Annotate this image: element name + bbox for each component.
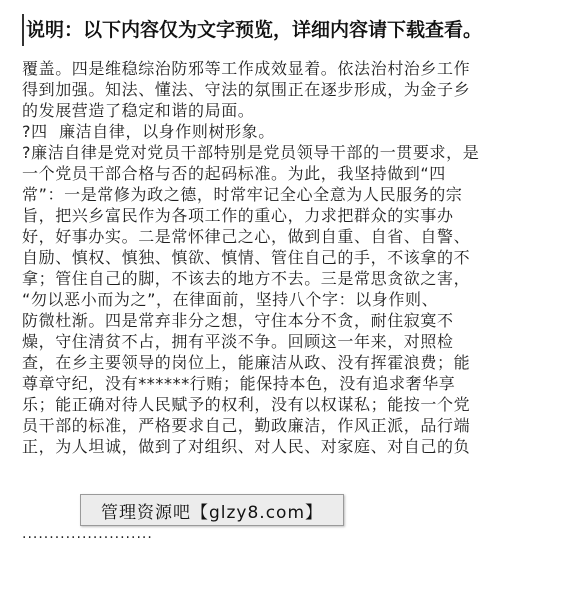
text-line: 尊章守纪，没有******行贿；能保持本色，没有追求奢华享 <box>22 374 456 393</box>
text-line: 正，为人坦诚，做到了对组织、对人民、对家庭、对自己的负 <box>22 437 471 456</box>
continuation-dots: ························ <box>22 530 153 546</box>
site-watermark: 管理资源吧【glzy8.com】 <box>80 494 344 526</box>
text-line: 员干部的标准，严格要求自己，勤政廉洁，作风正派，品行端 <box>22 416 471 435</box>
text-line: 查，在乡主要领导的岗位上，能廉洁从政、没有挥霍浪费；能 <box>22 353 471 372</box>
preview-notice: 说明：以下内容仅为文字预览，详细内容请下载查看。 <box>22 14 566 46</box>
text-line: 覆盖。四是维稳综治防邪等工作成效显着。依法治村治乡工作 <box>22 59 471 78</box>
text-line: 好，好事办实。二是常怀律己之心，做到自重、自省、自警、 <box>22 227 471 246</box>
section-heading: ?四 廉洁自律，以身作则树形象。 <box>22 122 275 141</box>
text-line: 拿；管住自己的脚，不该去的地方不去。三是常思贪欲之害， <box>22 269 471 288</box>
text-line: 得到加强。知法、懂法、守法的氛围正在逐步形成，为金子乡 <box>22 80 471 99</box>
text-line: 旨，把兴乡富民作为各项工作的重心，力求把群众的实事办 <box>22 206 454 225</box>
text-line: 自励、慎权、慎独、慎欲、慎情、管住自己的手，不该拿的不 <box>22 248 471 267</box>
text-line: “勿以恶小而为之”，在律面前，坚持八个字：以身作则、 <box>22 290 439 309</box>
text-line: 的发展营造了稳定和谐的局面。 <box>22 101 255 120</box>
text-line: ?廉洁自律是党对党员干部特别是党员领导干部的一贯要求，是 <box>22 143 480 162</box>
text-line: 防微杜渐。四是常弃非分之想，守住本分不贪，耐住寂寞不 <box>22 311 454 330</box>
text-line: 一个党员干部合格与否的起码标准。为此，我坚持做到“四 <box>22 164 446 183</box>
document-body <box>22 58 552 457</box>
text-line: 常”：一是常修为政之德，时常牢记全心全意为人民服务的宗 <box>22 185 463 204</box>
text-line: 燥，守住清贫不占，拥有平淡不争。回顾这一年来，对照检 <box>22 332 454 351</box>
text-line: 乐；能正确对待人民赋予的权利，没有以权谋私；能按一个党 <box>22 395 471 414</box>
